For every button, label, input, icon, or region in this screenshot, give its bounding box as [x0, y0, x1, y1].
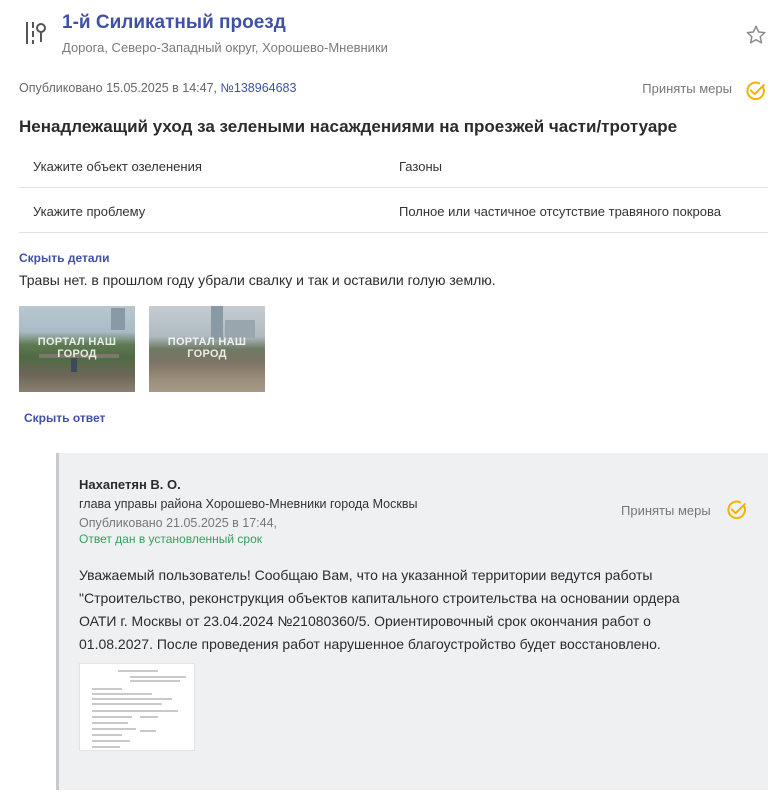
header — [0, 0, 776, 70]
hide-details-link[interactable]: Скрыть детали — [19, 251, 110, 265]
page-title[interactable]: 1-й Силикатный проезд — [62, 12, 286, 33]
responder-name: Нахапетян В. О. — [79, 477, 181, 492]
check-circle-icon — [726, 499, 748, 521]
answer-text: Уважаемый пользователь! Сообщаю Вам, что на указанной территории ведутся работы "Строительство, реконструкция объектов капитального строительства на основании ордера ОАТИ г. Москвы от 23.04.2024 №21080360/5. Ориентировочный срок окончания работ о 01.08.2027. После проведения работ нарушенное благоустройство будет восстановлено. — [79, 567, 680, 652]
document-thumbnail[interactable] — [79, 663, 195, 751]
publish-meta — [19, 81, 296, 95]
location-subtitle: Дорога, Северо-Западный округ, Хорошево-Мневники — [62, 40, 388, 55]
param-row — [19, 143, 768, 188]
on-time-badge: Ответ дан в установленный срок — [79, 532, 263, 546]
photo-watermark: ПОРТАЛ НАШ ГОРОД — [167, 336, 247, 360]
photo-watermark: ПОРТАЛ НАШ ГОРОД — [37, 336, 117, 360]
issue-photo[interactable] — [149, 306, 265, 392]
publish-date: Опубликовано 15.05.2025 в 14:47, — [19, 81, 217, 95]
issue-photo[interactable] — [19, 306, 135, 392]
param-row — [19, 188, 768, 233]
road-sign-icon — [25, 20, 47, 46]
issue-title: Ненадлежащий уход за зелеными насаждениями на проезжей части/тротуаре — [19, 117, 678, 136]
check-circle-icon — [745, 80, 767, 102]
issue-number-link[interactable]: №138964683 — [220, 81, 297, 95]
param-label: Укажите объект озеленения — [33, 159, 202, 174]
param-value: Газоны — [399, 159, 442, 174]
responder-role: глава управы района Хорошево-Мневники города Москвы — [79, 497, 418, 511]
answer-status-label: Приняты меры — [621, 503, 711, 518]
param-label: Укажите проблему — [33, 204, 146, 219]
star-icon[interactable] — [745, 24, 767, 46]
issue-comment: Травы нет. в прошлом году убрали свалку и так и оставили голую землю. — [19, 272, 496, 288]
status-label: Приняты меры — [642, 81, 732, 96]
param-value: Полное или частичное отсутствие травяного покрова — [399, 204, 721, 219]
official-answer — [56, 453, 768, 790]
hide-answer-link[interactable]: Скрыть ответ — [24, 411, 106, 425]
issue-params — [19, 143, 768, 233]
answer-date: Опубликовано 21.05.2025 в 17:44, — [79, 516, 277, 530]
